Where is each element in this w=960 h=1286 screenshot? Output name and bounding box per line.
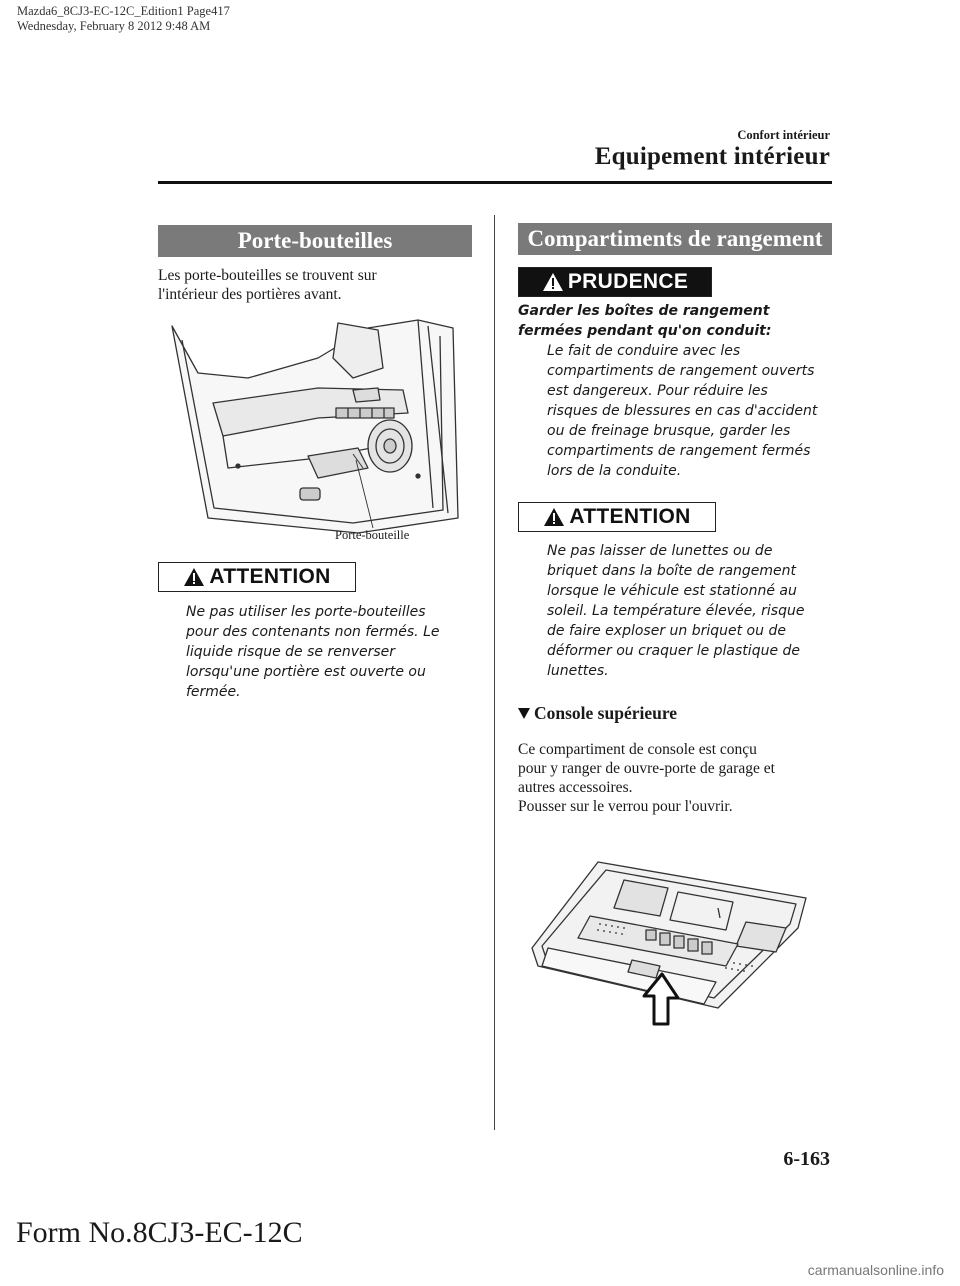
attention-line: liquide risque de se renverser [186, 644, 396, 660]
prudence-line: risques de blessures en cas d'accident [547, 403, 818, 419]
subheading-text: Console supérieure [534, 703, 678, 723]
section-banner-compartiments: Compartiments de rangement [518, 223, 832, 255]
attention-line: lunettes. [547, 663, 609, 679]
figure-callout-porte-bouteille: Porte-bouteille [335, 528, 410, 542]
warning-triangle-icon [542, 272, 564, 292]
attention-line: Ne pas laisser de lunettes ou de [547, 543, 773, 559]
prudence-line: ou de freinage brusque, garder les [547, 423, 791, 439]
attention-line: de faire exploser un briquet ou de [547, 623, 786, 639]
column-divider [494, 215, 495, 1130]
attention-line: déformer ou craquer le plastique de [547, 643, 801, 659]
section-banner-porte-bouteilles: Porte-bouteilles [158, 225, 472, 257]
prudence-label: PRUDENCE [567, 270, 689, 293]
prudence-heading-line: Garder les boîtes de rangement [518, 303, 770, 319]
attention-line: fermée. [186, 684, 241, 700]
console-body-line: Pousser sur le verrou pour l'ouvrir. [518, 798, 733, 815]
attention-label: ATTENTION [569, 505, 691, 528]
header-rule [158, 181, 832, 184]
print-header-line1: Mazda6_8CJ3-EC-12C_Edition1 Page417 [17, 4, 230, 18]
page-number: 6-163 [783, 1148, 830, 1170]
left-intro [158, 266, 377, 304]
attention-line: soleil. La température élevée, risque [547, 603, 805, 619]
prudence-line: compartiments de rangement ouverts [547, 363, 815, 379]
subheading-console-superieure [518, 703, 677, 724]
watermark: carmanualsonline.info [807, 1262, 944, 1278]
prudence-box [518, 267, 712, 297]
overhead-console-illustration [528, 858, 810, 1026]
attention-line: lorsque le véhicule est stationné au [547, 583, 797, 599]
prudence-heading-line: fermées pendant qu'on conduit: [518, 323, 772, 339]
form-number: Form No.8CJ3-EC-12C [16, 1216, 303, 1249]
warning-triangle-icon [543, 507, 565, 527]
left-intro-line: Les porte-bouteilles se trouvent sur [158, 267, 377, 284]
prudence-line: compartiments de rangement fermés [547, 443, 811, 459]
left-intro-line: l'intérieur des portières avant. [158, 286, 342, 303]
print-header [17, 4, 230, 34]
prudence-heading [518, 301, 771, 341]
print-header-line2: Wednesday, February 8 2012 9:48 AM [17, 19, 211, 33]
triangle-bullet-icon [518, 708, 530, 719]
attention-line: briquet dans la boîte de rangement [547, 563, 797, 579]
section-label: Confort intérieur [737, 128, 830, 142]
warning-triangle-icon [183, 567, 205, 587]
chapter-title: Equipement intérieur [594, 143, 830, 170]
attention-label: ATTENTION [209, 565, 331, 588]
prudence-line: Le fait de conduire avec les [547, 343, 741, 359]
attention-text-left [186, 602, 440, 702]
prudence-line: est dangereux. Pour réduire les [547, 383, 768, 399]
attention-box-left [158, 562, 356, 592]
door-bottle-holder-illustration [168, 318, 460, 540]
attention-box-right [518, 502, 716, 532]
attention-line: lorsqu'une portière est ouverte ou [186, 664, 426, 680]
prudence-line: lors de la conduite. [547, 463, 682, 479]
prudence-text [547, 341, 817, 481]
console-body-line: autres accessoires. [518, 779, 633, 796]
console-body-line: Ce compartiment de console est conçu [518, 741, 757, 758]
attention-text-right [547, 541, 804, 681]
console-body-line: pour y ranger de ouvre-porte de garage et [518, 760, 775, 777]
console-body [518, 740, 775, 816]
attention-line: pour des contenants non fermés. Le [186, 624, 440, 640]
attention-line: Ne pas utiliser les porte-bouteilles [186, 604, 426, 620]
